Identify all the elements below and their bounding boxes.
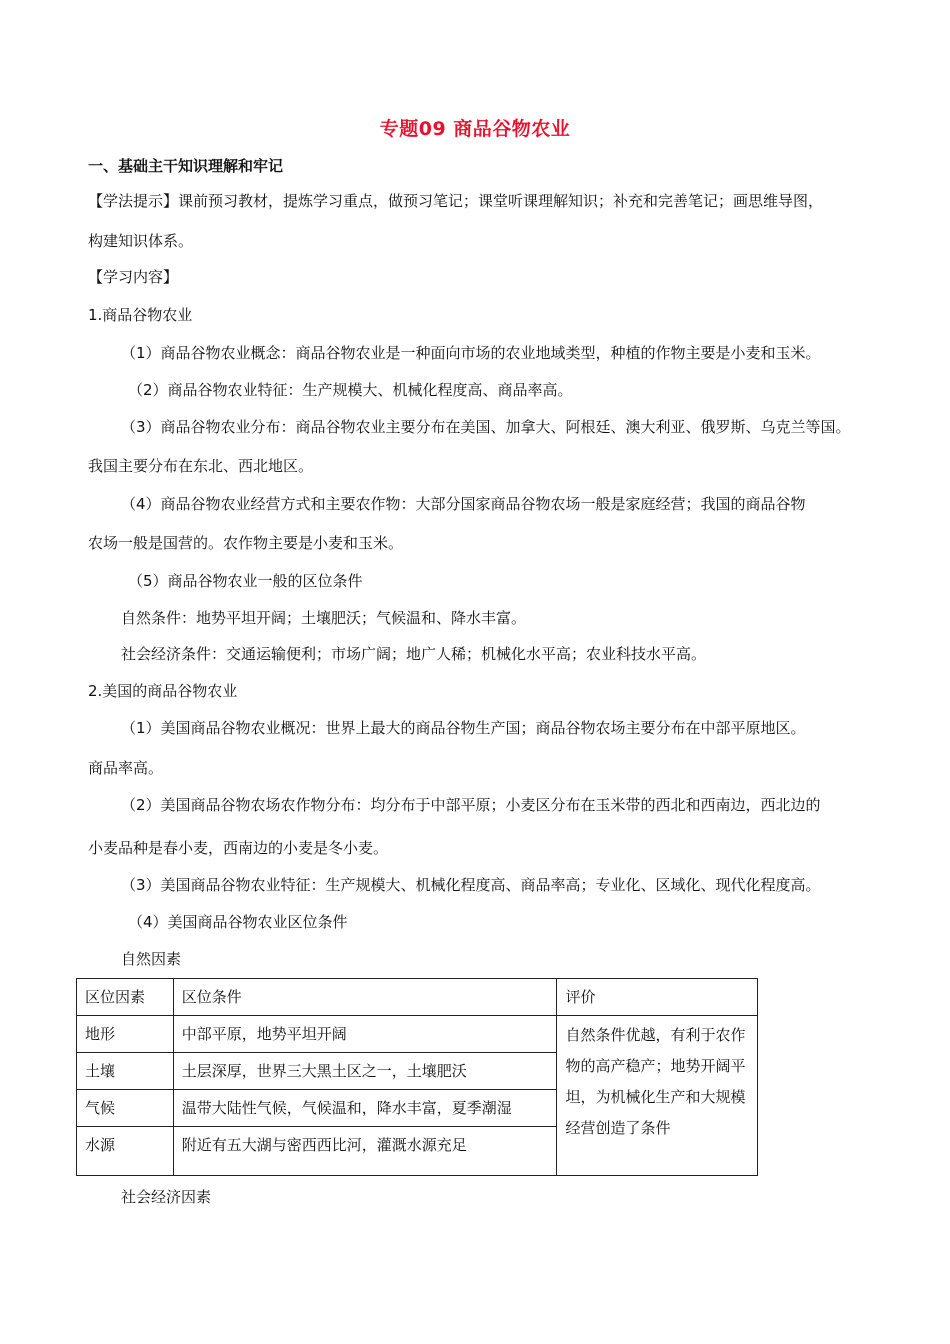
social-factors-label: 社会经济因素 [121, 1188, 212, 1206]
paragraph: 小麦品种是春小麦，西南边的小麦是冬小麦。 [88, 839, 389, 857]
paragraph: 自然条件：地势平坦开阔；土壤肥沃；气候温和、降水丰富。 [121, 609, 527, 627]
paragraph: （2）商品谷物农业特征：生产规模大、机械化程度高、商品率高。 [128, 381, 573, 399]
paragraph: （3）商品谷物农业分布：商品谷物农业主要分布在美国、加拿大、阿根廷、澳大利亚、俄罗斯、乌克兰等国。 [121, 418, 851, 436]
paragraph: 商品率高。 [88, 759, 164, 777]
study-tips-line: 【学法提示】课前预习教材，提炼学习重点，做预习笔记；课堂听课理解知识；补充和完善笔记；画思维导图， [88, 192, 824, 210]
table-cell: 附近有五大湖与密西西比河，灌溉水源充足 [173, 1127, 557, 1176]
paragraph: （4）商品谷物农业经营方式和主要农作物：大部分国家商品谷物农场一般是家庭经营；我国的商品谷物 [121, 495, 806, 513]
paragraph: （4）美国商品谷物农业区位条件 [128, 913, 348, 931]
table-header-cell: 区位因素 [77, 979, 174, 1016]
table-cell: 土层深厚，世界三大黑土区之一，土壤肥沃 [173, 1053, 557, 1090]
natural-factors-label: 自然因素 [121, 950, 182, 968]
point-2-title: 2.美国的商品谷物农业 [88, 682, 238, 700]
table-row [77, 1016, 758, 1053]
paragraph: （1）美国商品谷物农业概况：世界上最大的商品谷物生产国；商品谷物农场主要分布在中部平原地区。 [121, 719, 806, 737]
section-heading: 一、基础主干知识理解和牢记 [88, 157, 284, 175]
location-factors-table [76, 978, 758, 1176]
paragraph: （5）商品谷物农业一般的区位条件 [128, 572, 363, 590]
content-label: 【学习内容】 [88, 268, 179, 286]
evaluation-cell: 自然条件优越，有利于农作物的高产稳产；地势开阔平坦，为机械化生产和大规模经营创造了条件 [557, 1016, 758, 1176]
study-tips-line: 构建知识体系。 [88, 232, 194, 250]
paragraph: 我国主要分布在东北、西北地区。 [88, 457, 314, 475]
table-cell: 土壤 [77, 1053, 174, 1090]
table-cell: 温带大陆性气候，气候温和，降水丰富，夏季潮湿 [173, 1090, 557, 1127]
paragraph: （3）美国商品谷物农业特征：生产规模大、机械化程度高、商品率高；专业化、区域化、现代化程度高。 [121, 876, 821, 894]
paragraph: 社会经济条件：交通运输便利；市场广阔；地广人稀；机械化水平高；农业科技水平高。 [121, 645, 707, 663]
table-cell: 水源 [77, 1127, 174, 1176]
paragraph: （1）商品谷物农业概念：商品谷物农业是一种面向市场的农业地域类型，种植的作物主要是小麦和玉米。 [121, 344, 821, 362]
paragraph: （2）美国商品谷物农场农作物分布：均分布于中部平原；小麦区分布在玉米带的西北和西南边，西北边的 [121, 796, 821, 814]
table-header-cell: 评价 [557, 979, 758, 1016]
paragraph: 农场一般是国营的。农作物主要是小麦和玉米。 [88, 534, 404, 552]
point-1-title: 1.商品谷物农业 [88, 306, 193, 324]
table-header-row [77, 979, 758, 1016]
table-cell: 中部平原，地势平坦开阔 [173, 1016, 557, 1053]
page-title: 专题09 商品谷物农业 [379, 118, 571, 140]
table-header-cell: 区位条件 [173, 979, 557, 1016]
table-cell: 气候 [77, 1090, 174, 1127]
table-cell: 地形 [77, 1016, 174, 1053]
